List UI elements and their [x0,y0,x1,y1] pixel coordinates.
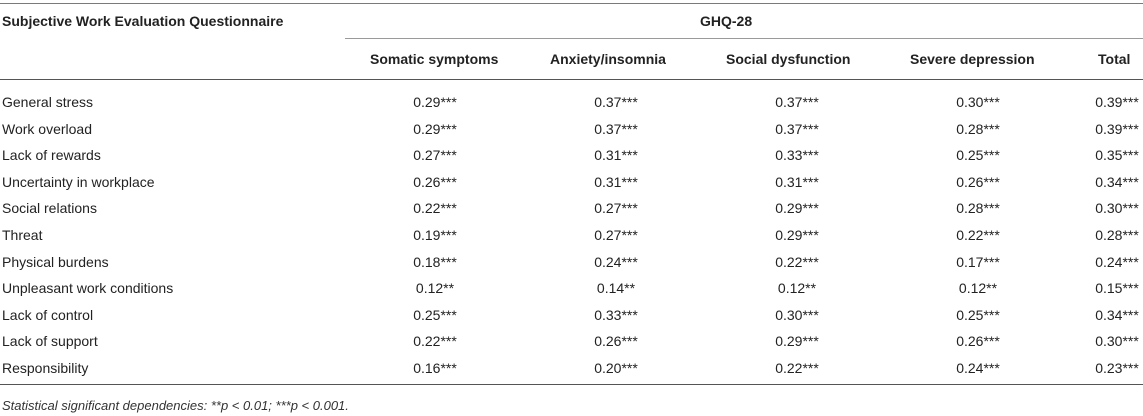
table-cell: 0.24*** [1095,253,1139,270]
table-cell: 0.22*** [956,227,1000,243]
table-cell: 0.37*** [594,120,638,137]
table-cell: 0.26*** [594,333,638,350]
table-cell: 0.31*** [594,173,638,190]
table-cell: 0.22*** [413,333,457,350]
row-label: Unpleasant work conditions [2,280,174,297]
table-cell: 0.26*** [413,173,457,190]
table-cell: 0.39*** [1095,120,1139,137]
row-label: General stress [2,94,94,110]
table-cell: 0.31*** [594,147,638,164]
table-cell: 0.26*** [956,333,1000,350]
table-cell: 0.25*** [956,147,1000,164]
table-cell: 0.30*** [956,94,1000,110]
table-cell: 0.28*** [1095,227,1139,243]
table-cell: 0.35*** [1095,147,1139,164]
table-cell: 0.27*** [594,200,638,217]
col-header-total: Total [1098,51,1131,67]
table-cell: 0.39*** [1095,94,1139,110]
table-cell: 0.29*** [775,200,819,217]
table-cell: 0.29*** [775,227,819,243]
table-cell: 0.18*** [413,253,457,270]
table-cell: 0.22*** [775,360,819,376]
table-cell: 0.29*** [413,94,457,110]
table-cell: 0.28*** [956,120,1000,137]
table-cell: 0.26*** [956,173,1000,190]
table-cell: 0.25*** [413,306,457,323]
row-label: Physical burdens [2,253,109,270]
table-cell: 0.24*** [956,360,1000,376]
table-cell: 0.25*** [956,306,1000,323]
table-cell: 0.29*** [775,333,819,350]
table-cell: 0.24*** [594,253,638,270]
col-header-depression: Severe depression [910,51,1035,67]
table-cell: 0.22*** [775,253,819,270]
table-cell: 0.12** [777,280,817,297]
table-cell: 0.30*** [775,306,819,323]
group-header-underline [345,38,1143,39]
header-bottom-border [0,79,1143,80]
table-cell: 0.27*** [413,147,457,164]
group-header: GHQ-28 [700,13,753,29]
table-cell: 0.15*** [1095,280,1139,297]
table-cell: 0.22*** [413,200,457,217]
table-cell: 0.37*** [775,120,819,137]
table-cell: 0.37*** [775,94,819,110]
table-cell: 0.31*** [775,173,819,190]
table-cell: 0.30*** [1095,200,1139,217]
table-cell: 0.19*** [413,227,457,243]
row-label: Responsibility [2,360,89,376]
row-label: Social relations [2,200,97,217]
table-cell: 0.16*** [413,360,457,376]
table-cell: 0.14** [596,280,636,297]
row-label: Lack of rewards [2,147,101,164]
row-label: Threat [2,227,43,243]
table-cell: 0.20*** [594,360,638,376]
table-bottom-border [0,384,1143,385]
row-label: Lack of control [2,306,94,323]
table-cell: 0.34*** [1095,306,1139,323]
table-cell: 0.12** [958,280,998,297]
table-cell: 0.17*** [956,253,1000,270]
table-cell: 0.33*** [594,306,638,323]
col-header-social: Social dysfunction [726,51,851,67]
table-cell: 0.30*** [1095,333,1139,350]
table-cell: 0.33*** [775,147,819,164]
row-label: Work overload [2,120,93,137]
table-cell: 0.34*** [1095,173,1139,190]
table-cell: 0.27*** [594,227,638,243]
table-cell: 0.37*** [594,94,638,110]
table-cell: 0.12** [415,280,455,297]
row-label: Uncertainty in workplace [2,173,155,190]
col-header-anxiety: Anxiety/insomnia [550,51,666,67]
row-header-title: Subjective Work Evaluation Questionnaire [2,13,284,29]
row-label: Lack of support [2,333,98,350]
table-cell: 0.29*** [413,120,457,137]
table-cell: 0.23*** [1095,360,1139,376]
table-cell: 0.28*** [956,200,1000,217]
table-top-border [0,3,1143,4]
table-footnote: Statistical significant dependencies: **p < 0.01; ***p < 0.001. [2,398,349,413]
col-header-somatic: Somatic symptoms [370,51,499,67]
